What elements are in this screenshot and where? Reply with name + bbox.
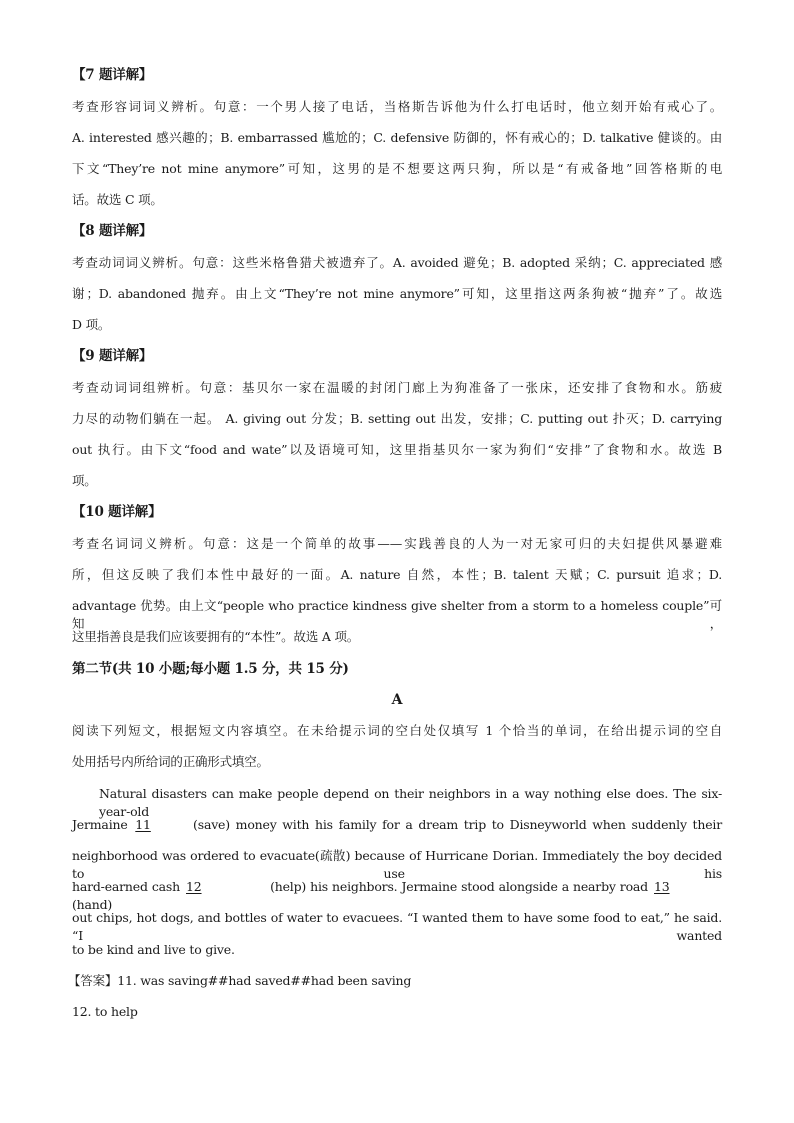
part-label: A bbox=[391, 692, 403, 708]
passage-line-6: to be kind and live to give. bbox=[72, 942, 235, 957]
passage-line-5: out chips, hot dogs, and bottles of water to evacuees. “I wanted them to have some food to eat,” he said. “I wanted bbox=[72, 910, 722, 943]
q9-line-4: 项。 bbox=[72, 473, 97, 488]
instruction-line-2: 处用括号内所给词的正确形式填空。 bbox=[72, 754, 269, 769]
q9-line-1: 考查动词词组辨析。句意：基贝尔一家在温暖的封闭门廊上为狗准备了一张床，还安排了食物和水。筋疲 bbox=[72, 380, 722, 395]
passage-text: (save) money with his family for a dream trip to Disneyworld when suddenly their bbox=[193, 817, 723, 832]
q7-line-1: 考查形容词词义辨析。句意：一个男人接了电话，当格斯告诉他为什么打电话时，他立刻开始有戒心了。 bbox=[72, 99, 722, 114]
blank-11: 11 bbox=[135, 817, 151, 832]
q7-heading: 【7 题详解】 bbox=[72, 67, 153, 83]
answer-label: 【答案】 bbox=[68, 973, 118, 988]
answer-line-11 bbox=[68, 972, 411, 990]
q9-line-3: out 执行。由下文“food and wate”以及语境可知，这里指基贝尔一家为狗们“安排”了食物和水。故选 B bbox=[72, 442, 722, 457]
instruction-line-1: 阅读下列短文，根据短文内容填空。在未给提示词的空白处仅填写 1 个恰当的单词，在给出提示词的空自 bbox=[72, 723, 722, 738]
blank-13: 13 bbox=[654, 879, 670, 894]
passage-text: hard-earned cash bbox=[72, 879, 180, 894]
q10-line-3: advantage 优势。由上文“people who practice kindness give shelter from a storm to a homeless couple”可知， bbox=[72, 598, 722, 631]
answer-11: 11. was saving##had saved##had been saving bbox=[117, 973, 412, 988]
q7-line-4: 话。故选 C 项。 bbox=[72, 192, 163, 207]
q8-line-3: D 项。 bbox=[72, 317, 111, 332]
q7-line-2: A. interested 感兴趣的；B. embarrassed 尴尬的；C. defensive 防御的，怀有戒心的；D. talkative 健谈的。由 bbox=[72, 130, 722, 145]
blank-12: 12 bbox=[186, 879, 202, 894]
passage-line-3: neighborhood was ordered to evacuate(疏散) because of Hurricane Dorian. Immediately the boy decided to use his bbox=[72, 848, 722, 881]
q8-line-2: 谢；D. abandoned 抛弃。由上文“They’re not mine anymore”可知，这里指这两条狗被“抛弃”了。故选 bbox=[72, 286, 722, 301]
q7-line-3: 下文“They’re not mine anymore”可知，这男的是不想要这两只狗，所以是“有戒备地”回答格斯的电 bbox=[72, 161, 722, 176]
q8-line-1: 考查动词词义辨析。句意：这些米格鲁猎犬被遗弃了。A. avoided 避免；B. adopted 采纳；C. appreciated 感 bbox=[72, 255, 722, 270]
passage-line-1: Natural disasters can make people depend on their neighbors in a way nothing else does. The six-year-old bbox=[99, 786, 722, 819]
answer-12: 12. to help bbox=[72, 1004, 138, 1019]
q9-line-2: 力尽的动物们躺在一起。 A. giving out 分发；B. setting out 出发，安排；C. putting out 扑灭；D. carrying bbox=[72, 411, 722, 426]
q10-line-4: 这里指善良是我们应该要拥有的“本性”。故选 A 项。 bbox=[72, 629, 360, 644]
passage-text: Jermaine bbox=[72, 817, 128, 832]
passage-text: (help) his neighbors. Jermaine stood alongside a nearby road bbox=[270, 879, 648, 894]
q8-heading: 【8 题详解】 bbox=[72, 223, 153, 239]
passage-text: (hand) bbox=[72, 897, 113, 912]
passage-line-2 bbox=[72, 816, 722, 834]
section-title: 第二节(共 10 小题;每小题 1.5 分，共 15 分) bbox=[72, 661, 349, 677]
q9-heading: 【9 题详解】 bbox=[72, 348, 153, 364]
q10-line-1: 考查名词词义辨析。句意：这是一个简单的故事——实践善良的人为一对无家可归的夫妇提供风暴避难 bbox=[72, 536, 722, 551]
q10-line-2: 所，但这反映了我们本性中最好的一面。A. nature 自然，本性；B. talent 天赋；C. pursuit 追求；D. bbox=[72, 567, 722, 582]
q10-heading: 【10 题详解】 bbox=[72, 504, 162, 520]
